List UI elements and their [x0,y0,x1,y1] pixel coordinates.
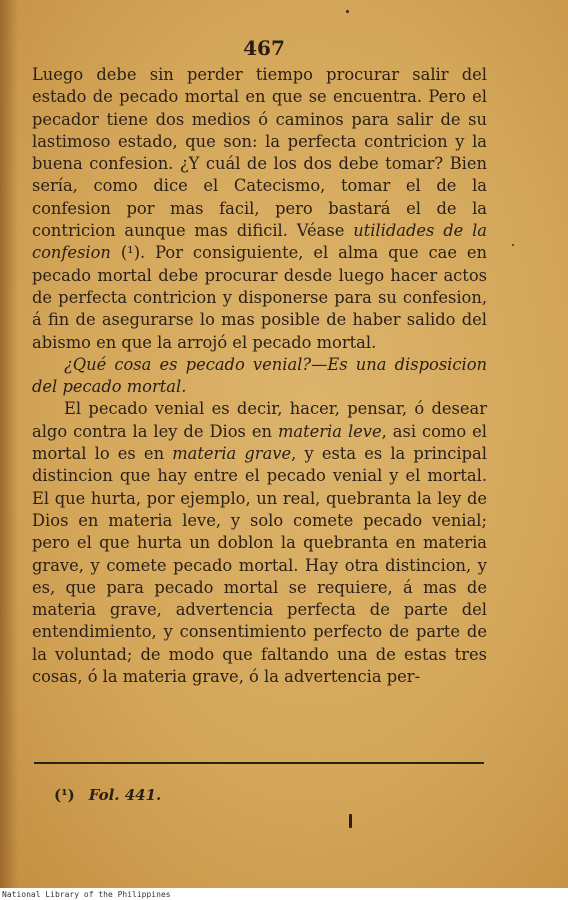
paragraph-1 [32,64,487,354]
footnote-text: Fol. 441. [88,786,162,804]
paragraph-3-end: , y esta es la principal distincion que hay entre el pecado venial y el mortal. El que hurta, por ejemplo, un real, quebranta la ley de Dios en materia leve, y solo comete pecado venial; pero el que hurta un doblon la quebranta en materia grave, y comete pecado mortal. Hay otra distincion, y es, que para pecado mortal se requiere, á mas de materia grave, advertencia perfecta de parte del entendimiento, y consentimiento perfecto de parte de la voluntad; de modo que faltando una de estas tres cosas, ó la materia grave, ó la advertencia per- [32,444,487,687]
footnote-marker: (¹) [54,786,75,804]
paragraph-1-text: Luego debe sin perder tiempo procurar salir del estado de pecado mortal en que se encuentra. Pero el pecador tiene dos medios ó caminos para salir de su lastimoso estado, que son: la perfecta contricion y la buena confesion. ¿Y cuál de los dos debe tomar? Bien sería, como dice el Catecismo, tomar el de la confesion por mas facil, pero bastará el de la contricion aunque mas dificil. Véase [32,65,487,241]
paragraph-3-middle: , asi como el mortal lo es en [32,421,487,464]
paragraph-3-text: El pecado venial es decir, hacer, pensar, ó desear algo contra la ley de Dios en [32,399,487,441]
footnote-divider [34,762,484,764]
body-text [32,64,487,688]
paragraph-3 [32,398,487,688]
footnote [54,786,161,804]
question-paragraph: ¿Qué cosa es pecado venial?—Es una disposicion del pecado mortal. [32,354,487,397]
italic-materia-leve: materia leve [277,421,382,441]
ink-speck [346,10,349,13]
italic-materia-grave: materia grave [172,444,292,464]
page-number: 467 [243,36,285,60]
ink-speck [512,244,514,246]
italic-phrase: utilidades de la confesion [32,221,487,263]
library-credit: National Library of the Philippines [2,890,171,899]
paragraph-1-continued: (¹). Por consiguiente, el alma que cae en pecado mortal debe procurar desde luego hacer actos de perfecta contricion y disponerse para su confesion, á fin de asegurarse lo mas posible de haber salido del abismo en que la arrojó el pecado mortal. [32,243,487,352]
ink-mark [349,814,352,828]
